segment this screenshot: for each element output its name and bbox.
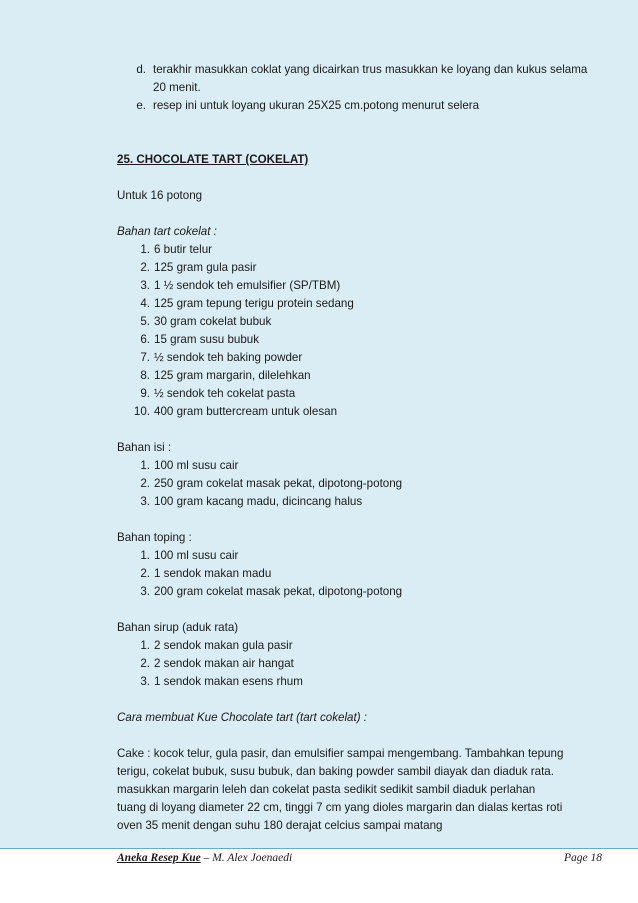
list-item xyxy=(117,493,607,511)
list-item xyxy=(117,547,607,565)
section-heading: Bahan sirup (aduk rata) xyxy=(117,621,239,634)
document-content xyxy=(117,61,607,835)
list-text: 125 gram tepung terigu protein sedang xyxy=(154,297,354,310)
list-text: 6 butir telur xyxy=(154,243,212,256)
list-number: 2. xyxy=(140,261,150,274)
list-text: ½ sendok teh cokelat pasta xyxy=(154,387,296,400)
step-d-continued xyxy=(117,79,607,97)
list-number: 2. xyxy=(140,477,150,490)
list-text: 200 gram cokelat masak pekat, dipotong-potong xyxy=(154,585,403,598)
ingredient-list xyxy=(117,547,607,601)
footer-credit xyxy=(117,852,292,864)
list-text: 2 sendok makan gula pasir xyxy=(154,639,293,652)
list-number: 5. xyxy=(140,315,150,328)
list-number: 1. xyxy=(140,639,150,652)
list-number: 3. xyxy=(140,585,150,598)
section-heading: Bahan toping : xyxy=(117,531,192,544)
method-line: oven 35 menit dengan suhu 180 derajat celcius sampai matang xyxy=(117,819,443,832)
page-number: Page 18 xyxy=(563,852,602,864)
list-item xyxy=(117,403,607,421)
method-heading: Cara membuat Kue Chocolate tart (tart cokelat) : xyxy=(117,711,368,724)
step-e xyxy=(117,97,607,115)
method-paragraph xyxy=(117,745,607,835)
list-item xyxy=(117,259,607,277)
method-line: terigu, cokelat bubuk, susu bubuk, dan baking powder sambil diayak dan diaduk rata. xyxy=(117,765,554,778)
list-number: 3. xyxy=(140,675,150,688)
list-item xyxy=(117,367,607,385)
list-item xyxy=(117,277,607,295)
ingredient-list xyxy=(117,457,607,511)
list-item xyxy=(117,349,607,367)
list-text: 125 gram gula pasir xyxy=(154,261,257,274)
list-item xyxy=(117,457,607,475)
step-d xyxy=(117,61,607,79)
list-item xyxy=(117,313,607,331)
section-heading: Bahan tart cokelat : xyxy=(117,225,217,238)
list-number: 10. xyxy=(133,405,150,418)
list-text: 30 gram cokelat bubuk xyxy=(154,315,272,328)
list-number: 2. xyxy=(140,567,150,580)
ingredient-list xyxy=(117,241,607,421)
list-item xyxy=(117,385,607,403)
method-line: tuang di loyang diameter 22 cm, tinggi 7 cm yang dioles margarin dan dialas kertas roti xyxy=(117,801,563,814)
serving-info: Untuk 16 potong xyxy=(117,189,203,202)
list-text: 2 sendok makan air hangat xyxy=(154,657,294,670)
list-number: 4. xyxy=(140,297,150,310)
previous-steps xyxy=(117,61,607,115)
list-number: 8. xyxy=(140,369,150,382)
list-number: 3. xyxy=(140,495,150,508)
section-heading: Bahan isi : xyxy=(117,441,172,454)
method-line: masukkan margarin leleh dan cokelat pasta sedikit sedikit sambil diaduk perlahan xyxy=(117,783,536,796)
footer-separator: – xyxy=(200,852,213,864)
list-number: 6. xyxy=(140,333,150,346)
footer-divider xyxy=(0,848,638,849)
step-text: 20 menit. xyxy=(153,81,201,94)
list-item xyxy=(117,565,607,583)
list-text: 1 sendok makan esens rhum xyxy=(154,675,303,688)
ingredient-sections xyxy=(117,223,607,709)
list-item xyxy=(117,295,607,313)
list-number: 1. xyxy=(140,243,150,256)
list-number: 1. xyxy=(140,459,150,472)
footer-author: M. Alex Joenaedi xyxy=(212,852,293,864)
list-text: 250 gram cokelat masak pekat, dipotong-potong xyxy=(154,477,403,490)
list-item xyxy=(117,673,607,691)
step-letter: d. xyxy=(136,63,146,76)
list-item xyxy=(117,241,607,259)
list-number: 7. xyxy=(140,351,150,364)
list-text: 1 ½ sendok teh emulsifier (SP/TBM) xyxy=(154,279,341,292)
list-item xyxy=(117,637,607,655)
step-text: terakhir masukkan coklat yang dicairkan trus masukkan ke loyang dan kukus selama xyxy=(153,63,588,76)
list-text: 100 ml susu cair xyxy=(154,549,239,562)
recipe-title: 25. CHOCOLATE TART (COKELAT) xyxy=(117,153,309,166)
footer-brand: Aneka Resep Kue xyxy=(117,852,201,864)
step-letter: e. xyxy=(136,99,146,112)
list-text: 15 gram susu bubuk xyxy=(154,333,260,346)
step-text: resep ini untuk loyang ukuran 25X25 cm.potong menurut selera xyxy=(153,99,480,112)
list-text: 100 gram kacang madu, dicincang halus xyxy=(154,495,363,508)
list-number: 1. xyxy=(140,549,150,562)
list-number: 3. xyxy=(140,279,150,292)
list-text: 100 ml susu cair xyxy=(154,459,239,472)
list-item xyxy=(117,331,607,349)
list-text: 1 sendok makan madu xyxy=(154,567,272,580)
list-item xyxy=(117,583,607,601)
list-number: 9. xyxy=(140,387,150,400)
list-text: ½ sendok teh baking powder xyxy=(154,351,303,364)
list-text: 125 gram margarin, dilelehkan xyxy=(154,369,311,382)
ingredient-list xyxy=(117,637,607,691)
method-line: Cake : kocok telur, gula pasir, dan emulsifier sampai mengembang. Tambahkan tepung xyxy=(117,747,564,760)
list-number: 2. xyxy=(140,657,150,670)
list-item xyxy=(117,655,607,673)
list-item xyxy=(117,475,607,493)
list-text: 400 gram buttercream untuk olesan xyxy=(154,405,338,418)
